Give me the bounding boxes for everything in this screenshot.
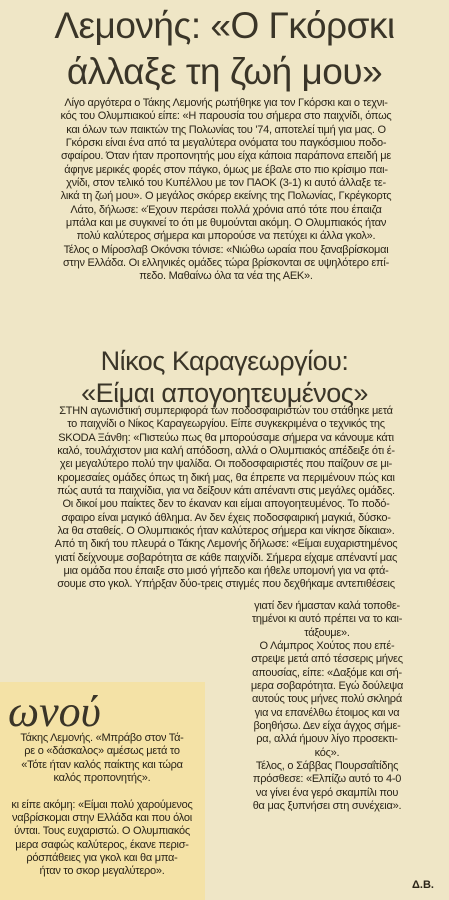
article-line: τημένοι κι αυτό πρέπει να το και- (251, 613, 403, 626)
sidebar-line: καλός προπονητής». (53, 772, 151, 785)
sidebar-line: κι είπε ακόμη: «Είμαι πολύ χαρούμενος (11, 798, 193, 811)
sidebar-line: ήταν το σκορ μεγαλύτερο». (39, 865, 165, 878)
article-line: θα μας ξυπνήσει στη συνέχεια». (252, 800, 402, 813)
sidebar-line: «Τότε ήταν καλός παίκτης και τώρα (21, 758, 183, 771)
article-line: ρα, αλλά ήμουν λίγο προσεκτι- (256, 733, 398, 746)
article-line: αυτούς τους μήνες πολύ σκληρά (252, 693, 402, 706)
article-line: μπάλα και με συγκινεί το ότι με θυμούνται ακόμη. Ο Ολυμπιακός ήταν (65, 217, 387, 230)
article-line: κός του Ολυμπιακού είπε: «Η παρουσία του σήμερα στο παιχνίδι, όπως (60, 110, 392, 123)
article-line: μερα σοβαρότητα. Εγώ δούλεψα (250, 680, 404, 693)
author-signature: Δ.Β. (412, 879, 434, 891)
article-line: ΣΤΗΝ αγωνιστική συμπεριφορά των ποδοσφαιριστών του στάθηκε μετά (59, 405, 393, 417)
article-line: για να επανέλθω έτοιμος και να (254, 706, 400, 719)
article-line: χνίδι, στον τελικό του Κυπέλλου με τον ΠΑΟΚ (3-1) κι αυτό άλλαξε τε- (66, 177, 386, 190)
article-line: πώς αυτά τα παιχνίδια, για να δείξουν κάτι απέναντι στις μεγάλες ομάδες. (57, 485, 395, 498)
article-line: άφηνε μερικές φορές στον πάγκο, όμως με έβαλε στο πιο κρίσιμο παι- (64, 163, 388, 176)
sidebar-line: ναβρίσκομαι στην Ελλάδα και που όλοι (12, 812, 192, 825)
sidebar-line: μερα σαφώς καλύτερος, έκανε περισ- (15, 838, 189, 851)
article-line: να γίνει ένα γερό σκαμπίλι που (255, 786, 399, 799)
article-line: βοηθήσω. Δεν είχα άγχος σήμε- (253, 720, 401, 733)
sidebar-line: ύνται. Τους ευχαριστώ. Ο Ολυμπιακός (14, 825, 190, 838)
article-line: κρομεσαίες ομάδες όπως τη δική μας, θα έπρεπε να περιμένουν πώς και (57, 471, 395, 484)
sidebar-body (3, 732, 201, 879)
article-line: σφαιρο είναι μαγικό άθλημα. Αν δεν έχεις ποδοσφαιρική μαγκιά, δύσκο- (61, 511, 391, 524)
article-line: χει μεγαλύτερο πολύ την ψαλίδα. Οι ποδοσφαιριστές που παίζουν σε μι- (59, 458, 393, 471)
headline-lemonis-line2: άλλαξε τη ζωή μου» (66, 51, 383, 92)
article-line: Από τη δική του πλευρά ο Τάκης Λεμονής δήλωσε: «Είμαι ευχαριστημένος (54, 538, 398, 551)
sidebar-line: Τάκης Λεμονής. «Μπράβο στον Τά- (20, 732, 184, 744)
headline-karageorgiou-line2: «Είμαι απογοητευμένος» (81, 378, 368, 408)
sidebar-headline-fragment: ωνού (8, 687, 101, 736)
article-line: SKODA Ξάνθη: «Πιστεύω πως θα μπορούσαμε σήμερα να κάνουμε κάτι (58, 431, 394, 444)
article-karageorgiou-body (15, 405, 437, 592)
article-karageorgiou-continued (222, 600, 432, 814)
article-line: το παιχνίδι ο Νίκος Καραγεωργίου. Είπε συγκεκριμένα ο τεχνικός της (67, 418, 385, 431)
article-line: τάξουμε». (304, 626, 350, 639)
article-line: στρεψε μετά από τέσσερις μήνες (251, 653, 403, 666)
article-lemonis-body (15, 97, 437, 284)
article-line: Οι δικοί μου παίκτες δεν το έκαναν και είμαι απογοητευμένος. Το ποδό- (62, 498, 390, 511)
article-line: κός». (314, 746, 340, 759)
article-line: σφαίρου. Όταν ήταν προπονητής μου είχα κάποια παράπονα επειδή με (60, 150, 392, 163)
sidebar-line: ρε ο «δάσκαλος» αμέσως μετά το (24, 745, 180, 758)
headline-karageorgiou-line1: Νίκος Καραγεωργίου: (100, 346, 349, 376)
article-line: πολύ καλύτερος σήμερα και μπορούσε να πετύχει κι άλλα γκολ». (76, 230, 376, 243)
article-line: λικά τη ζωή μου». Ο μεγάλος σκόρερ εκείνης της Πολωνίας, Γκρέγκορτς (60, 190, 392, 203)
article-line: απουσίας, είπε: «Δαξόμε και σή- (252, 666, 402, 679)
article-line: Τέλος ο Μίροσλαβ Οκόνσκι τόνισε: «Νιώθω ωραία που ξαναβρίσκομαι (63, 243, 389, 256)
sidebar-line (3, 785, 201, 798)
article-line: πεδο. Μαθαίνω όλα τα νέα της ΑΕΚ». (139, 270, 313, 283)
article-line: πρόσθεσε: «Ελπίζω αυτό το 4-0 (252, 773, 402, 786)
article-line: Ο Λάμπρος Χούτος που επέ- (259, 640, 395, 653)
article-line: Λάτο, δήλωσε: «Έχουν περάσει πολλά χρόνια από τότε που έπαιζα (70, 203, 382, 216)
sidebar-line: ρόσπάθειες για γκολ και θα μπα- (26, 852, 178, 865)
article-line: στην Ελλάδα. Οι ελληνικές ομάδες τώρα βρίσκονται σε υψηλότερο επί- (62, 257, 389, 270)
article-line: καλό, τουλάχιστον μια καλή απόδοση, αλλά ο Ολυμπιακός απέδειξε ότι έ- (57, 445, 395, 458)
headline-lemonis-line1: Λεμονής: «Ο Γκόρσκι (54, 5, 395, 46)
article-line: Τέλος, ο Σάββας Πουρσαΐτίδης (255, 760, 399, 773)
article-line: και όλων των παικτών της Πολωνίας του '74, αποτελεί τιμή για μας. Ο (66, 123, 386, 136)
article-line: γιατί δεν ήμασταν καλά τοποθε- (254, 600, 400, 612)
article-line: λα θα σταθείς. Ο Ολυμπιακός ήταν καλύτερος σήμερα και νίκησε δίκαια». (57, 525, 395, 538)
article-line: Λίγο αργότερα ο Τάκης Λεμονής ρωτήθηκε για τον Γκόρσκι και ο τεχνι- (64, 97, 388, 109)
article-line: σουμε στο γκολ. Υπήρξαν δύο-τρεις στιγμές που δεχθήκαμε αντεπιθέσεις (57, 578, 395, 591)
article-line: μια ομάδα που έπαιξε στο μισό γήπεδο και ήθελε υπομονή για να φτά- (63, 565, 389, 578)
article-line: Γκόρσκι είναι ένα από τα μεγαλύτερα ονόματα του παγκόσμιου ποδο- (65, 137, 387, 150)
article-line: γιατί δείχνουμε σοβαρότητα σε κάθε παιχνίδι. Σήμερα είχαμε απέναντί μας (54, 551, 397, 564)
